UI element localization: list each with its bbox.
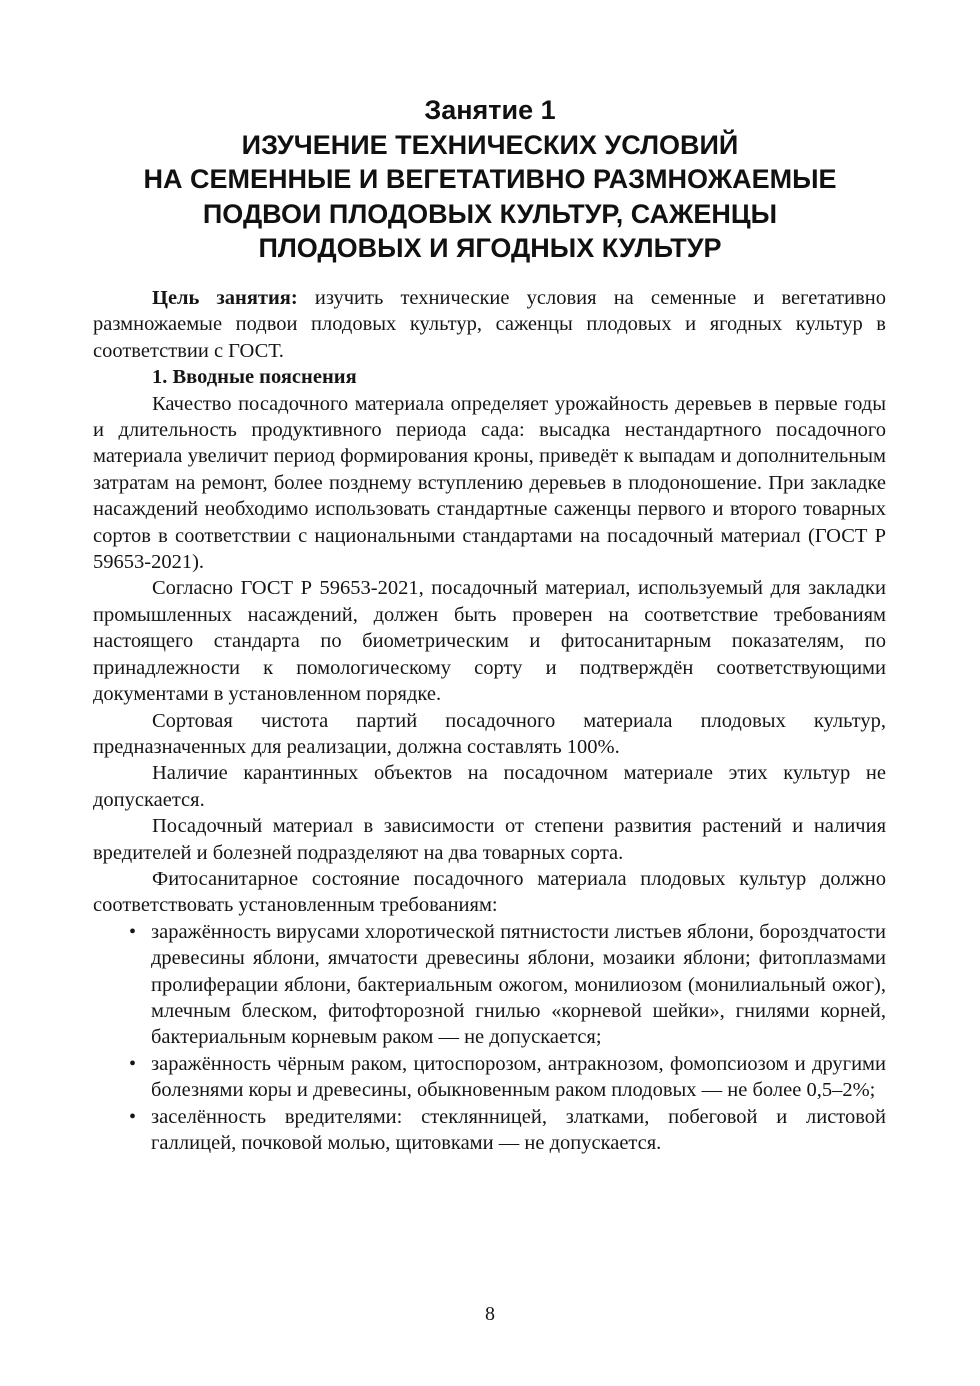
- section-heading: 1. Вводные пояснения: [152, 366, 357, 389]
- list-item-text: заражённость вирусами хлоротической пятнистости листьев яблони, бороздчатости древесины яблони, ямчатости древесины яблони, мозаики яблони; фитоплазмами пролиферации яблони, бактериальным ожогом, монилиозом (монилиальный ожог), млечным блеском, фитофторозной гнилью «корневой шейки», гнилями корней, бактериальным корневым раком — не допускается;: [151, 920, 886, 1049]
- goal-text: изучить технические условия на семенные и вегетативно размножаемые подвои плодовых культур, саженцы плодовых и ягодных культур в соответствии с ГОСТ.: [93, 287, 886, 362]
- title-line-4: ПЛОДОВЫХ И ЯГОДНЫХ КУЛЬТУР: [258, 233, 722, 263]
- bullet-icon: •: [129, 1052, 137, 1075]
- title-line-3: ПОДВОИ ПЛОДОВЫХ КУЛЬТУР, САЖЕНЦЫ: [202, 198, 778, 229]
- goal-label: Цель занятия:: [152, 287, 298, 309]
- lesson-title: [60, 93, 920, 266]
- paragraph: Фитосанитарное состояние посадочного материала плодовых культур должно соответствовать установленным требованиям:: [93, 867, 886, 917]
- list-item-text: заселённость вредителями: стеклянницей, златками, побеговой и листовой галлицей, почковой молью, щитовками — не допускается.: [151, 1105, 886, 1154]
- page-number: 8: [485, 1303, 495, 1325]
- paragraph: Посадочный материал в зависимости от степени развития растений и наличия вредителей и болезней подразделяют на два товарных сорта.: [93, 815, 886, 864]
- paragraph: Наличие карантинных объектов на посадочном материале этих культур не допускается.: [93, 762, 886, 811]
- lesson-number: Занятие 1: [424, 95, 556, 125]
- title-line-2: НА СЕМЕННЫЕ И ВЕГЕТАТИВНО РАЗМНОЖАЕМЫЕ: [143, 164, 837, 194]
- paragraph: Сортовая чистота партий посадочного материала плодовых культур, предназначенных для реализации, должна составлять 100%.: [93, 709, 886, 758]
- list-item: [93, 919, 886, 1051]
- paragraph: Согласно ГОСТ Р 59653-2021, посадочный материал, используемый для закладки промышленных насаждений, должен быть проверен на соответствие требованиям настоящего стандарта по биометрическим и фитосанитарным показателям, по принадлежности к помологическому сорту и подтверждён соответствующими документами в установленном порядке.: [93, 577, 886, 706]
- bullet-icon: •: [129, 920, 137, 943]
- list-item: [93, 1104, 886, 1157]
- list-item-text: заражённость чёрным раком, цитоспорозом, антракнозом, фомопсиозом и другими болезнями коры и древесины, обыкновенным раком плодовых — не более 0,5–2%;: [151, 1052, 886, 1102]
- document-body: [93, 285, 886, 1156]
- title-line-1: ИЗУЧЕНИЕ ТЕХНИЧЕСКИХ УСЛОВИЙ: [241, 129, 739, 160]
- paragraph: Качество посадочного материала определяет урожайность деревьев в первые годы и длительность продуктивного периода сада: высадка нестандартного посадочного материала увеличит период формирования кроны, приведёт к выпадам и дополнительным затратам на ремонт, более позднему вступлению деревьев в плодоношение. При закладке насаждений необходимо использовать стандартные саженцы первого и второго товарных сортов в соответствии с национальными стандартами на посадочный материал (ГОСТ Р 59653-2021).: [93, 392, 886, 574]
- requirements-list: [93, 919, 886, 1157]
- bullet-icon: •: [129, 1105, 137, 1128]
- goal-paragraph: [93, 285, 886, 364]
- list-item: [93, 1051, 886, 1104]
